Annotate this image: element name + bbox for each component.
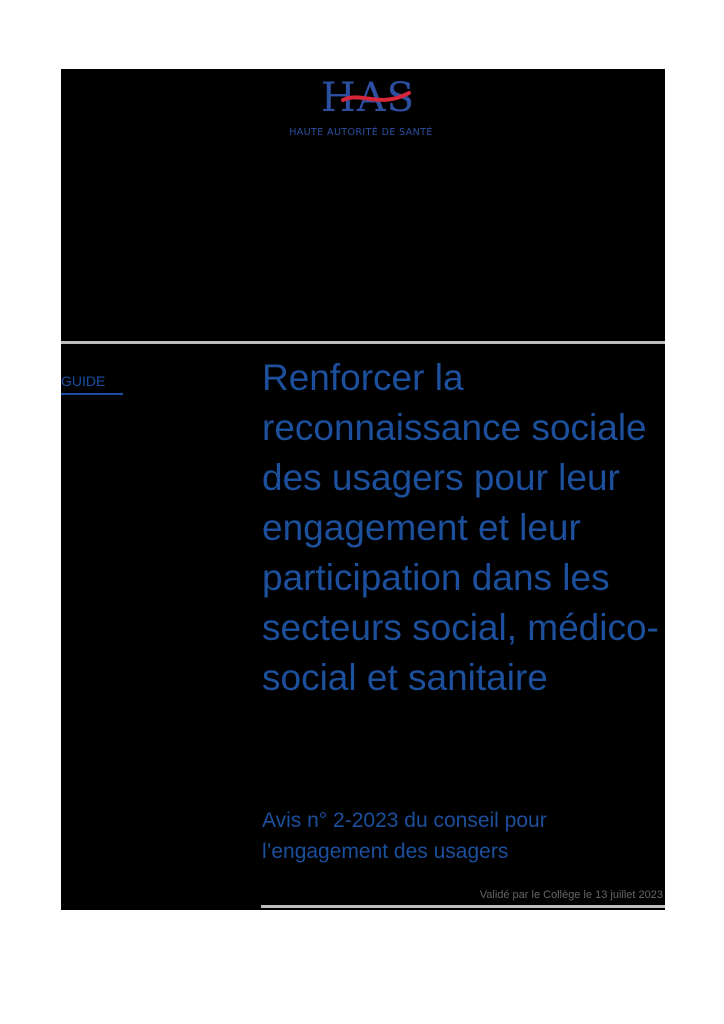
cover-header xyxy=(61,69,665,341)
top-divider xyxy=(61,341,665,344)
cover-page xyxy=(61,69,665,910)
bottom-divider xyxy=(261,905,665,908)
category-underline xyxy=(61,393,123,395)
has-logo-mark xyxy=(313,73,423,117)
has-logo xyxy=(271,73,451,143)
logo-wordmark: HAS xyxy=(320,75,416,117)
document-subtitle: Avis n° 2-2023 du conseil pour l’engagement des usagers xyxy=(262,809,547,863)
document-title: Renforcer la reconnaissance sociale des usagers pour leur engagement et leur participation dans les secteurs social, médico-social et sanitaire xyxy=(262,357,659,698)
validation-note: Validé par le Collège le 13 juillet 2023 xyxy=(479,889,663,901)
logo-caption: HAUTE AUTORITÉ DE SANTÉ xyxy=(289,127,433,138)
document-category: GUIDE xyxy=(61,373,106,389)
